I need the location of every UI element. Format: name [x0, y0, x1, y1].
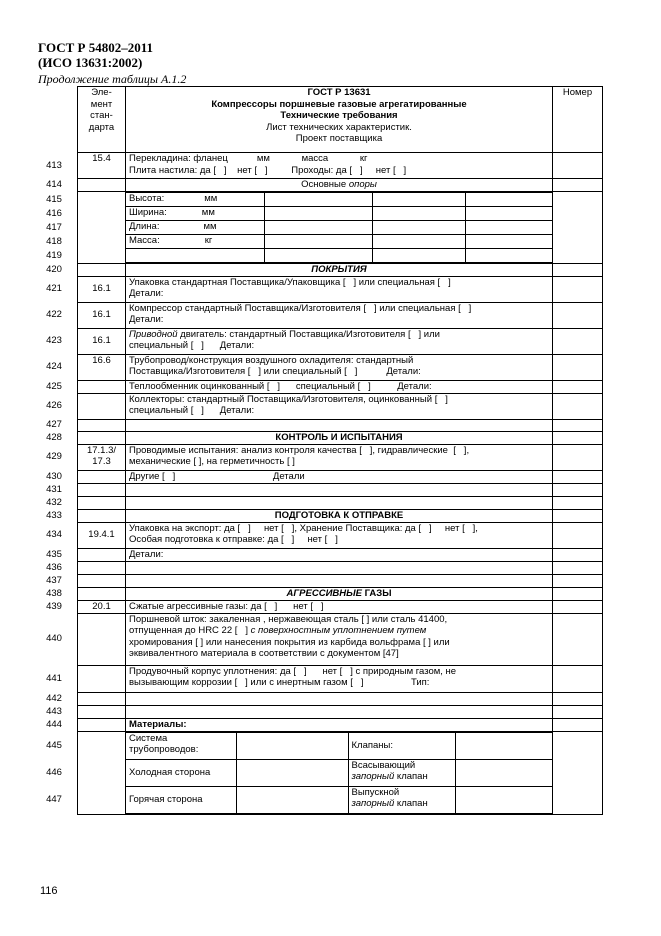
row-number: 443 — [46, 705, 62, 717]
material-label: Горячая сторона — [126, 786, 236, 813]
row-text: Сжатые агрессивные газы: да [ ] нет [ ] — [126, 600, 553, 613]
row-number: 420 — [46, 263, 62, 275]
table-row — [78, 613, 603, 665]
row-text: Продувочный корпус уплотнения: да [ ] нет [ ] с природным газом, не — [129, 665, 457, 677]
page-number: 116 — [40, 885, 58, 897]
materials-table — [126, 732, 553, 814]
content-cell — [126, 393, 553, 419]
table-row — [78, 179, 603, 192]
table-row — [78, 496, 603, 509]
row-number: 446 — [46, 766, 62, 778]
row-number: 430 — [46, 470, 62, 482]
table-row — [78, 665, 603, 692]
row-number: 417 — [46, 221, 62, 233]
row-number: 434 — [46, 529, 62, 540]
row-text-italic: с поверхностным уплотнением путем — [250, 625, 427, 636]
support-row — [126, 193, 553, 207]
section-title: ПОДГОТОВКА К ОТПРАВКЕ — [126, 509, 553, 522]
element-cell: 16.1 — [78, 328, 126, 354]
number-cell — [553, 179, 603, 192]
table-row — [78, 718, 603, 731]
table-row — [78, 692, 603, 705]
valve-label: Выпускной запорный клапан — [348, 786, 455, 813]
row-number: 442 — [46, 692, 62, 704]
doc-title: ГОСТ Р 13631 — [307, 87, 371, 98]
row-number: 432 — [46, 496, 62, 508]
material-row — [126, 732, 553, 759]
table-row — [78, 574, 603, 587]
row-number: 413 — [46, 159, 62, 171]
element-cell: 16.6 — [78, 354, 126, 380]
supports-grid — [126, 192, 553, 264]
section-title: ПОКРЫТИЯ — [126, 264, 553, 277]
table-row — [78, 548, 603, 561]
row-text-italic: Приводной — [129, 328, 178, 340]
row-text: Детали: — [126, 548, 553, 561]
row-text: специальный [ ] Детали: — [129, 340, 255, 351]
row-text: Плита настила: да [ ] нет [ ] Проходы: да [ ] нет [ ] — [129, 164, 407, 176]
row-text: двигатель: стандартный Поставщика/Изготовителя [ ] или — [177, 328, 440, 340]
support-label: Высота: мм — [126, 193, 264, 207]
table-row — [78, 354, 603, 380]
row-text: Упаковка на экспорт: да [ ] нет [ ], Хранение Поставщика: да [ ] нет [ ], — [129, 522, 478, 534]
row-text: Другие [ ] Детали — [126, 470, 553, 483]
row-text: Трубопровод/конструкция воздушного охладителя: стандартный — [129, 354, 414, 366]
material-row — [126, 786, 553, 813]
row-number: 433 — [46, 509, 62, 521]
materials-grid — [126, 731, 553, 814]
table-row — [78, 444, 603, 470]
section-row — [78, 509, 603, 522]
row-text: Перекладина: фланец мм масса кг — [129, 153, 368, 164]
iso-code: (ИСО 13631:2002) — [38, 55, 143, 70]
row-text: Основные — [301, 179, 349, 190]
row-number: 424 — [46, 361, 62, 372]
row-number: 436 — [46, 561, 62, 573]
support-label: Ширина: мм — [126, 207, 264, 221]
row-number: 418 — [46, 235, 62, 247]
row-number: 441 — [46, 672, 62, 684]
material-label: Холодная сторона — [126, 759, 236, 786]
element-cell — [78, 179, 126, 192]
row-text: Детали: — [129, 288, 164, 299]
table-row — [78, 302, 603, 328]
support-label: Масса: кг — [126, 235, 264, 249]
row-text: специальный [ ] Детали: — [129, 405, 255, 416]
row-text: Коллекторы: стандартный Поставщика/Изготовителя, оцинкованный [ ] — [129, 393, 448, 405]
element-cell: 19.4.1 — [78, 522, 126, 548]
section-row — [78, 264, 603, 277]
row-text: хромирования [ ] или нанесения покрытия из карбида вольфрама [ ] или — [129, 636, 450, 648]
row-number: 425 — [46, 380, 62, 392]
row-text: Проводимые испытания: анализ контроля качества [ ], гидравлические [ ], — [129, 444, 470, 456]
table-row — [78, 522, 603, 548]
row-text: эквивалентного материала в соответствии с документом [47] — [129, 648, 399, 659]
row-text: механические [ ], на герметичность [ ] — [129, 456, 295, 467]
row-number: 444 — [46, 718, 62, 730]
table-row — [78, 705, 603, 718]
section-row — [78, 431, 603, 444]
row-number: 415 — [46, 193, 62, 205]
number-cell — [553, 192, 603, 264]
standard-code: ГОСТ Р 54802–2011 — [38, 40, 154, 55]
row-number: 438 — [46, 587, 62, 599]
table-row — [78, 470, 603, 483]
title-col-header — [126, 87, 553, 153]
table-continuation: Продолжение таблицы А.1.2 — [38, 72, 187, 86]
section-title: АГРЕССИВНЫЕ ГАЗЫ — [126, 587, 553, 600]
support-row — [126, 235, 553, 249]
row-number: 445 — [46, 739, 62, 751]
sheet-label: Лист технических характеристик. — [266, 121, 412, 133]
content-cell — [126, 354, 553, 380]
content-cell — [126, 665, 553, 692]
row-number: 421 — [46, 283, 62, 294]
content-cell — [126, 613, 553, 665]
support-row — [126, 221, 553, 235]
content-cell — [126, 302, 553, 328]
row-number: 427 — [46, 419, 62, 430]
table-row — [78, 561, 603, 574]
material-row — [126, 759, 553, 786]
doc-requirements: Технические требования — [280, 110, 398, 121]
content-cell — [126, 444, 553, 470]
row-text: Поршневой шток: закаленная , нержавеющая сталь [ ] или сталь 41400, — [129, 613, 448, 625]
materials-heading: Материалы: — [126, 718, 553, 731]
row-number: 437 — [46, 574, 62, 586]
supports-table — [126, 192, 553, 263]
row-number: 426 — [46, 400, 62, 411]
valve-label: Клапаны: — [348, 732, 455, 759]
element-cell: 20.1 — [78, 600, 126, 613]
row-number: 416 — [46, 207, 62, 219]
table-row — [78, 483, 603, 496]
number-cell — [553, 153, 603, 179]
content-cell — [126, 276, 553, 302]
project-label: Проект поставщика — [295, 133, 383, 144]
row-number: 447 — [46, 793, 62, 805]
row-number: 439 — [46, 600, 62, 612]
element-col-header: Эле- мент стан- дарта — [78, 87, 126, 153]
row-number: 419 — [46, 249, 62, 261]
row-text: Компрессор стандартный Поставщика/Изготовителя [ ] или специальная [ ] — [129, 302, 472, 314]
materials-grid-row — [78, 731, 603, 814]
element-cell: 15.4 — [78, 153, 126, 179]
row-text: Особая подготовка к отправке: да [ ] нет [ ] — [129, 534, 338, 545]
row-text: Детали: — [129, 314, 164, 325]
element-cell: 16.1 — [78, 302, 126, 328]
table-row — [78, 153, 603, 179]
content-cell — [126, 179, 553, 192]
spec-table — [77, 86, 603, 815]
section-row — [78, 587, 603, 600]
material-label: Система трубопроводов: — [126, 732, 236, 759]
row-text-italic: опоры — [348, 179, 377, 190]
row-number: 423 — [46, 335, 62, 346]
row-number: 431 — [46, 483, 62, 495]
row-text: вызывающим коррозии [ ] или с инертным газом [ ] Тип: — [129, 677, 430, 688]
row-number: 428 — [46, 431, 62, 443]
table-row — [78, 600, 603, 613]
content-cell — [126, 522, 553, 548]
row-number: 435 — [46, 548, 62, 560]
row-text: Поставщика/Изготовителя [ ] или специальный [ ] Детали: — [129, 366, 421, 377]
content-cell — [126, 328, 553, 354]
table-row — [78, 393, 603, 419]
row-text: Теплообменник оцинкованный [ ] специальный [ ] Детали: — [126, 380, 553, 393]
number-col-header: Номер — [553, 87, 603, 153]
row-number: 429 — [46, 451, 62, 462]
table-row — [78, 419, 603, 431]
support-row — [126, 249, 553, 263]
table-row — [78, 380, 603, 393]
doc-subtitle: Компрессоры поршневые газовые агрегатированные — [211, 98, 467, 110]
element-cell — [78, 192, 126, 264]
element-cell: 16.1 — [78, 276, 126, 302]
row-text: Упаковка стандартная Поставщика/Упаковщика [ ] или специальная [ ] — [129, 276, 451, 288]
row-number: 422 — [46, 309, 62, 320]
row-number: 414 — [46, 179, 62, 190]
row-number: 440 — [46, 633, 62, 644]
valve-label: Всасывающий запорный клапан — [348, 759, 455, 786]
content-cell — [126, 153, 553, 179]
supports-grid-row — [78, 192, 603, 264]
section-title: КОНТРОЛЬ И ИСПЫТАНИЯ — [126, 431, 553, 444]
support-label: Длина: мм — [126, 221, 264, 235]
row-text: отпущенная до HRC 22 [ ] — [129, 625, 251, 636]
table-head — [78, 87, 603, 153]
table-row — [78, 328, 603, 354]
table-row — [78, 276, 603, 302]
support-row — [126, 207, 553, 221]
element-cell: 17.1.3/ 17.3 — [78, 444, 126, 470]
